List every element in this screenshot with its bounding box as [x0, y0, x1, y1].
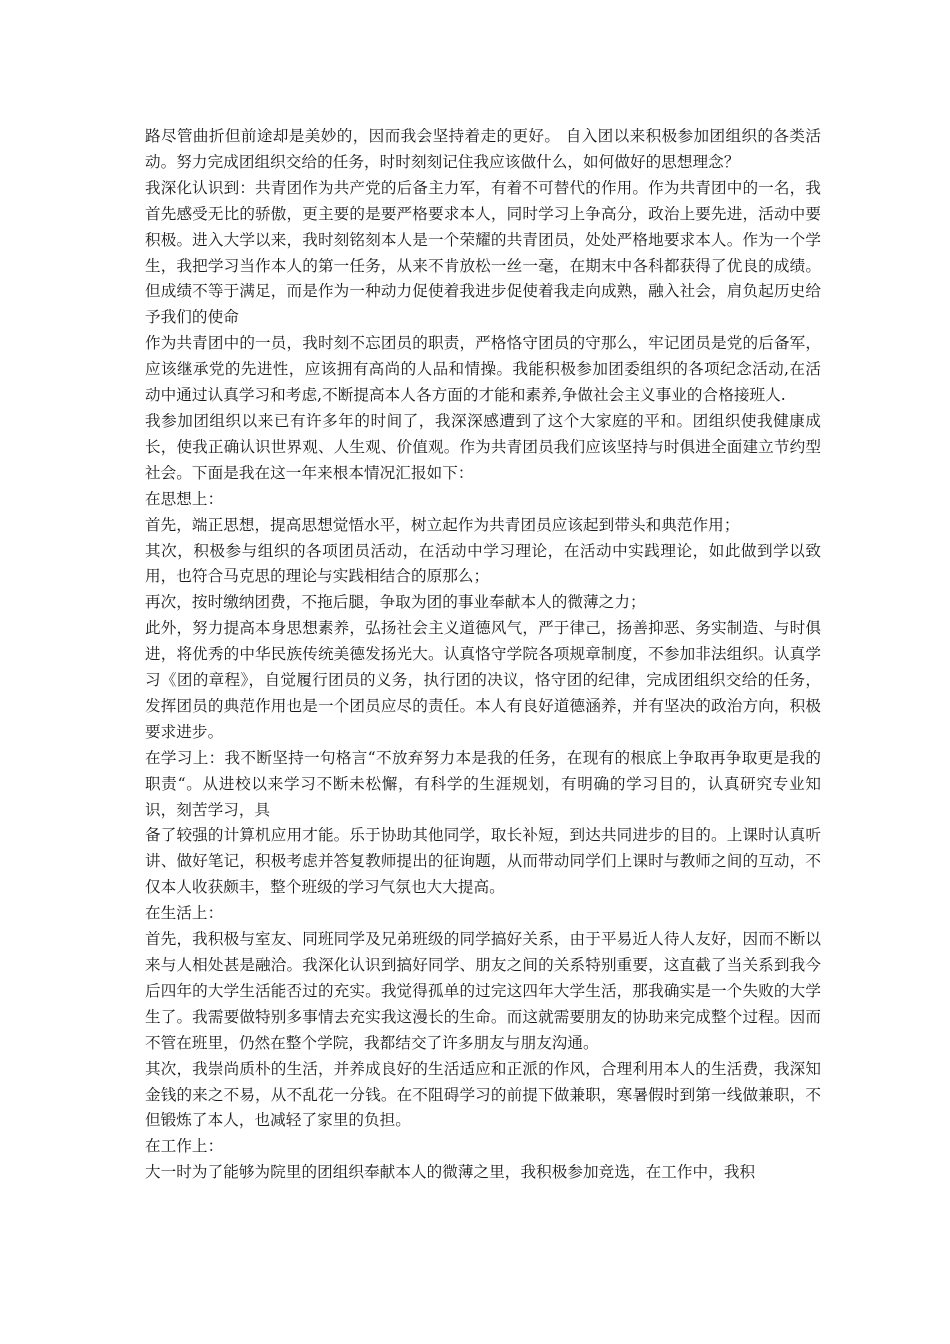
paragraph-deep-understanding: 我深化认识到：共青团作为共产党的后备主力军，有着不可替代的作用。作为共青团中的一名，我首先感受无比的骄傲，更主要的是要严格要求本人，同时学习上争高分，政治上要先进，活动中要积极。进入大学以来，我时刻铭刻本人是一个荣耀的共青团员，处处严格地要求本人。作为一个学生，我把学习当作本人的第一任务，从来不肯放松一丝一毫，在期末中各科都获得了优良的成绩。但成绩不等于满足，而是作为一种动力促使着我进步促使着我走向成熟，融入社会，肩负起历史给予我们的使命 — [145, 178, 821, 327]
paragraph-ideology-third: 再次，按时缴纳团费，不拖后腿，争取为团的事业奉献本人的微薄之力； — [145, 593, 646, 612]
paragraph-path-ahead: 路尽管曲折但前途却是美妙的，因而我会坚持着走的更好。 自入团以来积极参加团组织的各类活动。努力完成团组织交给的任务，时时刻刻记住我应该做什么，如何做好的思想理念？ — [145, 127, 821, 171]
paragraph-study: 在学习上：我不断坚持一句格言“不放弃努力本是我的任务，在现有的根底上争取再争取更是我的职责“。从进校以来学习不断未松懈，有科学的生涯规划，有明确的学习目的，认真研究专业知识，刻苦学习，具 — [145, 748, 821, 819]
heading-ideology: 在思想上： — [145, 489, 224, 508]
paragraph-years-in-league: 我参加团组织以来已有许多年的时间了，我深深感遭到了这个大家庭的平和。团组织使我健康成长，使我正确认识世界观、人生观、价值观。作为共青团员我们应该坚持与时俱进全面建立节约型社会。下面是我在这一年来根本情况汇报如下： — [145, 411, 821, 482]
heading-work: 在工作上： — [145, 1137, 224, 1156]
paragraph-member-duty: 作为共青团中的一员，我时刻不忘团员的职责，严格恪守团员的守那么，牢记团员是党的后备军，应该继承党的先进性，应该拥有高尚的人品和情操。我能积极参加团委组织的各项纪念活动,在活动中通过认真学习和考虑,不断提高本人各方面的才能和素养,争做社会主义事业的合格接班人. — [145, 334, 821, 405]
paragraph-ideology-second: 其次，积极参与组织的各项团员活动，在活动中学习理论，在活动中实践理论，如此做到学以致用，也符合马克思的理论与实践相结合的原那么； — [145, 541, 821, 586]
paragraph-ideology-further: 此外，努力提高本身思想素养，弘扬社会主义道德风气，严于律己，扬善抑恶、务实制造、与时俱进，将优秀的中华民族传统美德发扬光大。认真恪守学院各项规章制度，不参加非法组织。认真学习《团的章程》，自觉履行团员的义务，执行团的决议，恪守团的纪律，完成团组织交给的任务，发挥团员的典范作用也是一个团员应尽的责任。本人有良好道德涵养，并有坚决的政治方向，积极要求进步。 — [145, 619, 821, 741]
document-body — [145, 124, 821, 1186]
heading-life: 在生活上： — [145, 904, 224, 923]
paragraph-work-first: 大一时为了能够为院里的团组织奉献本人的微薄之里，我积极参加竞选，在工作中，我积 — [145, 1163, 756, 1182]
paragraph-life-second: 其次，我崇尚质朴的生活，并养成良好的生活适应和正派的作风，合理利用本人的生活费，我深知金钱的来之不易，从不乱花一分钱。在不阻碍学习的前提下做兼职，寒暑假时到第一线做兼职，不但锻炼了本人，也减轻了家里的负担。 — [145, 1059, 821, 1130]
paragraph-ideology-first: 首先，端正思想，提高思想觉悟水平，树立起作为共青团员应该起到带头和典范作用； — [145, 515, 740, 534]
paragraph-study-continued: 备了较强的计算机应用才能。乐于协助其他同学，取长补短，到达共同进步的目的。上课时认真听讲、做好笔记，积极考虑并答复教师提出的征询题，从而带动同学们上课时与教师之间的互动，不仅本人收获颇丰，整个班级的学习气氛也大大提高。 — [145, 826, 821, 897]
paragraph-life-first: 首先，我积极与室友、同班同学及兄弟班级的同学搞好关系，由于平易近人待人友好，因而不断以来与人相处甚是融洽。我深化认识到搞好同学、朋友之间的关系特别重要，这直截了当关系到我今后四年的大学生活能否过的充实。我觉得孤单的过完这四年大学生活，那我确实是一个失败的大学生了。我需要做特别多事情去充实我这漫长的生命。而这就需要朋友的协助来完成整个过程。因而不管在班里，仍然在整个学院，我都结交了许多朋友与朋友沟通。 — [145, 930, 821, 1052]
